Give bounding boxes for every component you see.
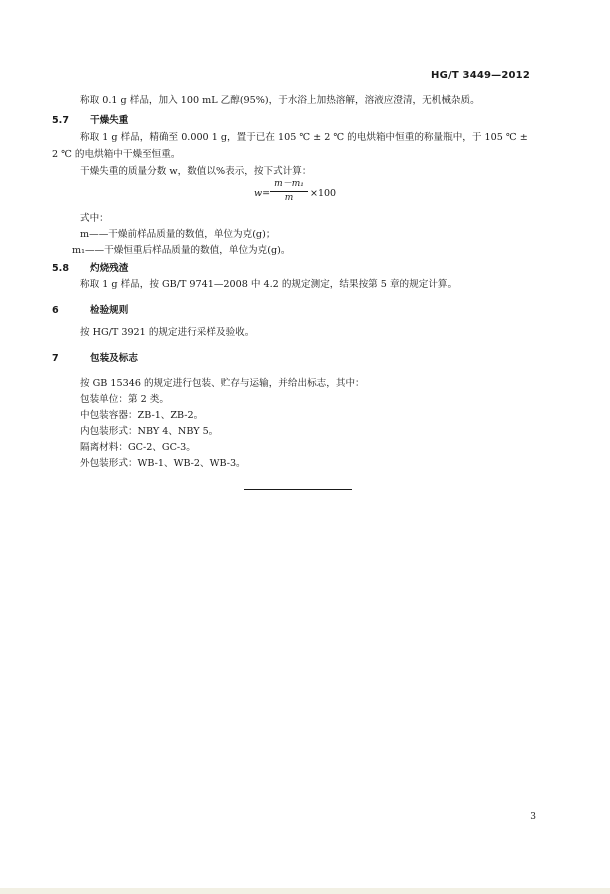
paragraph-line: 按 HG/T 3921 的规定进行采样及验收。 [80,327,255,338]
section-title: 灼烧残渣 [90,263,129,274]
section-7-heading [52,352,138,366]
paragraph-line: 内包装形式：NBY 4、NBY 5。 [80,426,219,437]
paragraph-line: 2 ℃ 的电烘箱中干燥至恒重。 [52,149,181,160]
paragraph-line: 外包装形式：WB-1、WB-2、WB-3。 [80,458,246,469]
section-5-7-heading [52,114,128,128]
standard-code: HG/T 3449—2012 [431,70,530,81]
formula-rhs: ×100 [310,188,337,199]
section-6-heading [52,304,128,318]
section-number: 5.7 [52,115,69,126]
section-number: 7 [52,353,59,364]
variable-definition: m₁——干燥恒重后样品质量的数值，单位为克(g)。 [72,245,291,256]
variable-definition: m——干燥前样品质量的数值，单位为克(g)； [80,229,276,240]
page-number: 3 [530,812,536,822]
intro-line: 称取 0.1 g 样品，加入 100 mL 乙醇(95%)，于水浴上加热溶解，溶液应澄清，无机械杂质。 [80,95,480,106]
section-title: 包装及标志 [90,353,138,364]
formula-fraction [270,179,308,204]
paragraph-line: 按 GB 15346 的规定进行包装、贮存与运输，并给出标志，其中： [80,378,365,389]
section-number: 5.8 [52,263,69,274]
where-label: 式中： [80,213,109,224]
paragraph-line: 干燥失重的质量分数 w，数值以%表示，按下式计算： [80,166,312,177]
paragraph-line: 隔离材料：GC-2、GC-3。 [80,442,196,453]
paragraph-line: 中包装容器：ZB-1、ZB-2。 [80,410,204,421]
section-number: 6 [52,305,59,316]
paragraph-line: 包装单位：第 2 类。 [80,394,169,405]
formula-denominator: m [284,193,294,203]
formula-numerator: m－m₁ [274,179,304,189]
paragraph-line: 称取 1 g 样品，精确至 0.000 1 g，置于已在 105 ℃ ± 2 ℃ 的电烘箱中恒重的称量瓶中，于 105 ℃ ± [80,132,528,143]
formula-lhs: w= [254,188,271,199]
paragraph-line: 称取 1 g 样品，按 GB/T 9741—2008 中 4.2 的规定测定，结果按第 5 章的规定计算。 [80,279,458,290]
section-title: 检验规则 [90,305,129,316]
end-of-document-rule [244,489,352,490]
fraction-bar [270,191,308,192]
section-title: 干燥失重 [90,115,129,126]
section-5-8-heading [52,262,128,276]
page-bottom-edge [0,888,610,894]
